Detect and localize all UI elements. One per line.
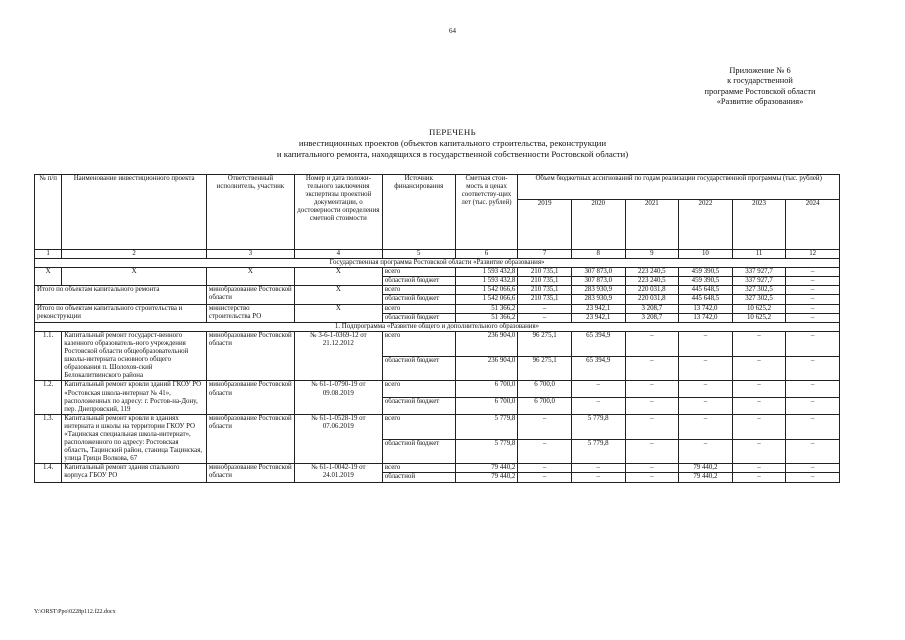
year-value: – bbox=[786, 313, 840, 322]
row-executor: минобразование Ростовской области bbox=[206, 331, 294, 381]
year-value: 445 648,5 bbox=[679, 295, 733, 304]
year-value: – bbox=[625, 398, 679, 415]
row-executor: Х bbox=[206, 268, 294, 286]
year-value: – bbox=[679, 414, 733, 439]
estimate-value: 6 700,0 bbox=[455, 398, 518, 415]
year-value: – bbox=[786, 295, 840, 304]
year-value: 13 742,0 bbox=[679, 313, 733, 322]
year-value: 445 648,5 bbox=[679, 286, 733, 295]
estimate-value: 1 593 432,8 bbox=[455, 268, 518, 277]
table-body bbox=[35, 250, 840, 483]
row-name: Итого по объектам капитального ремонта bbox=[35, 286, 207, 304]
year-value: 220 031,8 bbox=[625, 295, 679, 304]
estimate-value: 79 440,2 bbox=[455, 473, 518, 482]
header-year: 2020 bbox=[571, 200, 625, 250]
year-value: 223 240,5 bbox=[625, 268, 679, 277]
year-value: – bbox=[571, 381, 625, 398]
header-budget-group: Объем бюджетных ассигнований по годам реализации государственной программы (тыс. рублей) bbox=[518, 175, 840, 200]
year-value: 96 275,1 bbox=[518, 331, 572, 356]
year-value: 307 873,0 bbox=[571, 277, 625, 286]
year-value: – bbox=[732, 356, 786, 381]
funding-source: всего bbox=[382, 286, 455, 295]
funding-source: областной bbox=[382, 473, 455, 482]
year-value: 210 735,1 bbox=[518, 268, 572, 277]
header-source: Источник финансирования bbox=[382, 175, 455, 250]
year-value: 3 208,7 bbox=[625, 304, 679, 313]
year-value: 6 700,0 bbox=[518, 381, 572, 398]
row-conclusion: № 3-6-1-0369-12 от 21.12.2012 bbox=[294, 331, 382, 381]
column-number: 9 bbox=[625, 250, 679, 259]
row-executor: минобразование Ростовской области bbox=[206, 414, 294, 464]
row-name: Капитальный ремонт государст-венного казенного образователь-ного учреждения Ростовской области общеобразовательной школы-интерната основного общего образования п. Шолохов-ский Белокалитвинского района bbox=[62, 331, 207, 381]
year-value: – bbox=[732, 473, 786, 482]
year-value: 10 625,2 bbox=[732, 313, 786, 322]
header-year: 2022 bbox=[679, 200, 733, 250]
year-value: – bbox=[732, 381, 786, 398]
column-number: 11 bbox=[732, 250, 786, 259]
year-value: – bbox=[786, 331, 840, 356]
table-header bbox=[35, 175, 840, 250]
funding-source: всего bbox=[382, 464, 455, 473]
column-number: 2 bbox=[62, 250, 207, 259]
estimate-value: 1 542 066,6 bbox=[455, 295, 518, 304]
year-value: – bbox=[679, 356, 733, 381]
year-value: – bbox=[625, 331, 679, 356]
year-value: 327 302,5 bbox=[732, 295, 786, 304]
funding-source: всего bbox=[382, 381, 455, 398]
year-value: – bbox=[518, 439, 572, 464]
year-value: 65 394,9 bbox=[571, 331, 625, 356]
year-value: 65 394,9 bbox=[571, 356, 625, 381]
table-row bbox=[35, 331, 840, 356]
document-subtitle-line: и капитального ремонта, находящихся в государственной собственности Ростовской области) bbox=[276, 149, 629, 159]
row-name: Итого по объектам капитального строительства и реконструкции bbox=[35, 304, 207, 322]
row-conclusion: № 61-1-0528-19 от 07.06.2019 bbox=[294, 414, 382, 464]
column-number: 3 bbox=[206, 250, 294, 259]
year-value: – bbox=[732, 464, 786, 473]
estimate-value: 6 700,0 bbox=[455, 381, 518, 398]
funding-source: всего bbox=[382, 268, 455, 277]
year-value: – bbox=[786, 464, 840, 473]
table-row bbox=[35, 286, 840, 295]
year-value: – bbox=[679, 331, 733, 356]
table-row bbox=[35, 381, 840, 398]
footer-file-path: Y:\ORST\Ppo\0228p112.f22.docx bbox=[34, 609, 116, 615]
year-value: 10 625,2 bbox=[732, 304, 786, 313]
appendix-reference bbox=[640, 66, 880, 107]
year-value: – bbox=[732, 331, 786, 356]
column-number: 5 bbox=[382, 250, 455, 259]
funding-source: областной бюджет bbox=[382, 356, 455, 381]
year-value: – bbox=[786, 268, 840, 277]
year-value: – bbox=[679, 381, 733, 398]
year-value: – bbox=[625, 464, 679, 473]
year-value: – bbox=[518, 304, 572, 313]
year-value: 79 440,2 bbox=[679, 464, 733, 473]
header-year: 2023 bbox=[732, 200, 786, 250]
row-conclusion: Х bbox=[294, 268, 382, 286]
year-value: – bbox=[518, 414, 572, 439]
appendix-line: программе Ростовской области bbox=[704, 86, 816, 96]
column-number: 10 bbox=[679, 250, 733, 259]
year-value: – bbox=[571, 473, 625, 482]
header-year: 2019 bbox=[518, 200, 572, 250]
year-value: – bbox=[625, 439, 679, 464]
year-value: – bbox=[786, 473, 840, 482]
year-value: – bbox=[786, 277, 840, 286]
header-executor: Ответственный исполнитель, участник bbox=[206, 175, 294, 250]
row-number: 1.3. bbox=[35, 414, 62, 464]
program-header-row bbox=[35, 259, 840, 268]
year-value: – bbox=[786, 439, 840, 464]
year-value: 3 208,7 bbox=[625, 313, 679, 322]
year-value: 283 930,9 bbox=[571, 286, 625, 295]
row-conclusion: № 61-1-0790-19 от 09.08.2019 bbox=[294, 381, 382, 414]
column-number: 4 bbox=[294, 250, 382, 259]
header-num: № п/п bbox=[35, 175, 62, 250]
estimate-value: 5 779,8 bbox=[455, 414, 518, 439]
row-executor: минобразование Ростовской области bbox=[206, 381, 294, 414]
year-value: – bbox=[625, 473, 679, 482]
year-value: – bbox=[786, 356, 840, 381]
year-value: 283 930,9 bbox=[571, 295, 625, 304]
year-value: – bbox=[625, 381, 679, 398]
funding-source: областной бюджет bbox=[382, 295, 455, 304]
estimate-value: 236 904,0 bbox=[455, 356, 518, 381]
estimate-value: 1 593 432,8 bbox=[455, 277, 518, 286]
year-value: 210 735,1 bbox=[518, 286, 572, 295]
year-value: 327 302,5 bbox=[732, 286, 786, 295]
year-value: – bbox=[786, 381, 840, 398]
row-number: 1.4. bbox=[35, 464, 62, 482]
appendix-line: Приложение № 6 bbox=[729, 66, 791, 75]
row-name: Капитальный ремонт кровли в зданиях интерната и школы на территории ГКОУ РО «Тацинская специальная школа-интернат», расположенного по адресу: Ростовская область, Тацинский район, станица Тацинская, улица Грицн Волкова, 67 bbox=[62, 414, 207, 464]
year-value: 5 779,8 bbox=[571, 414, 625, 439]
subprogram-header-row bbox=[35, 322, 840, 331]
year-value: 223 240,5 bbox=[625, 277, 679, 286]
row-name: Х bbox=[62, 268, 207, 286]
table-row bbox=[35, 304, 840, 313]
row-conclusion: Х bbox=[294, 304, 382, 322]
funding-source: областной бюджет bbox=[382, 277, 455, 286]
page-number: 64 bbox=[449, 27, 456, 35]
row-executor: минобразование Ростовской области bbox=[206, 464, 294, 482]
year-value: – bbox=[571, 398, 625, 415]
year-value: 210 735,1 bbox=[518, 277, 572, 286]
year-value: 96 275,1 bbox=[518, 356, 572, 381]
investment-projects-table bbox=[34, 174, 840, 483]
document-heading bbox=[0, 127, 905, 160]
year-value: 6 700,0 bbox=[518, 398, 572, 415]
year-value: – bbox=[786, 304, 840, 313]
funding-source: всего bbox=[382, 304, 455, 313]
row-number: 1.2. bbox=[35, 381, 62, 414]
row-number: 1.1. bbox=[35, 331, 62, 381]
year-value: – bbox=[732, 414, 786, 439]
year-value: 337 927,7 bbox=[732, 268, 786, 277]
year-value: – bbox=[679, 398, 733, 415]
year-value: – bbox=[786, 398, 840, 415]
year-value: – bbox=[518, 473, 572, 482]
year-value: – bbox=[732, 439, 786, 464]
header-estimate: Сметная стои-мость в ценах соответству-щих лет (тыс. рублей) bbox=[455, 175, 518, 250]
estimate-value: 79 440,2 bbox=[455, 464, 518, 473]
year-value: 307 873,0 bbox=[571, 268, 625, 277]
column-number: 12 bbox=[786, 250, 840, 259]
appendix-line: «Развитие образования» bbox=[716, 96, 804, 106]
funding-source: областной бюджет bbox=[382, 398, 455, 415]
year-value: 23 942,1 bbox=[571, 313, 625, 322]
year-value: 337 927,7 bbox=[732, 277, 786, 286]
column-numbers-row bbox=[35, 250, 840, 259]
year-value: 459 390,5 bbox=[679, 277, 733, 286]
column-number: 8 bbox=[571, 250, 625, 259]
column-number: 7 bbox=[518, 250, 572, 259]
year-value: 23 942,1 bbox=[571, 304, 625, 313]
subprogram-header: 1. Подпрограмма «Развитие общего и дополнительного образования» bbox=[35, 322, 840, 331]
row-executor: минобразование Ростовской области bbox=[206, 286, 294, 304]
estimate-value: 51 366,2 bbox=[455, 304, 518, 313]
document-title: ПЕРЕЧЕНЬ bbox=[429, 127, 476, 137]
year-value: 220 031,8 bbox=[625, 286, 679, 295]
year-value: – bbox=[571, 464, 625, 473]
row-name: Капитальный ремонт кровли зданий ГКОУ РО «Ростовская школа-интернат № 41», расположенных по адресу: г. Ростов-на-Дону, пер. Днепровский, 119 bbox=[62, 381, 207, 414]
column-number: 1 bbox=[35, 250, 62, 259]
row-executor: министерство строительства РО bbox=[206, 304, 294, 322]
row-conclusion: Х bbox=[294, 286, 382, 304]
year-value: – bbox=[518, 464, 572, 473]
document-subtitle-line: инвестиционных проектов (объектов капитального строительства, реконструкции bbox=[298, 138, 607, 148]
appendix-line: к государственной bbox=[727, 76, 793, 86]
estimate-value: 1 542 066,6 bbox=[455, 286, 518, 295]
year-value: – bbox=[518, 313, 572, 322]
year-value: 5 779,8 bbox=[571, 439, 625, 464]
funding-source: всего bbox=[382, 414, 455, 439]
year-value: 79 440,2 bbox=[679, 473, 733, 482]
column-number: 6 bbox=[455, 250, 518, 259]
table-row bbox=[35, 464, 840, 473]
year-value: 459 390,5 bbox=[679, 268, 733, 277]
year-value: – bbox=[732, 398, 786, 415]
year-value: – bbox=[786, 286, 840, 295]
year-value: 13 742,0 bbox=[679, 304, 733, 313]
funding-source: областной бюджет bbox=[382, 313, 455, 322]
header-name: Наименование инвестиционного проекта bbox=[62, 175, 207, 250]
year-value: – bbox=[625, 356, 679, 381]
table-row bbox=[35, 268, 840, 277]
row-name: Капитальный ремонт здания спального корпуса ГБОУ РО bbox=[62, 464, 207, 482]
estimate-value: 5 779,8 bbox=[455, 439, 518, 464]
estimate-value: 51 366,2 bbox=[455, 313, 518, 322]
funding-source: всего bbox=[382, 331, 455, 356]
year-value: – bbox=[625, 414, 679, 439]
year-value: – bbox=[786, 414, 840, 439]
year-value: – bbox=[679, 439, 733, 464]
header-year: 2024 bbox=[786, 200, 840, 250]
program-header: Государственная программа Ростовской области «Развитие образования» bbox=[35, 259, 840, 268]
funding-source: областной бюджет bbox=[382, 439, 455, 464]
row-conclusion: № 61-1-0042-19 от 24.01.2019 bbox=[294, 464, 382, 482]
table-row bbox=[35, 414, 840, 439]
year-value: 210 735,1 bbox=[518, 295, 572, 304]
header-year: 2021 bbox=[625, 200, 679, 250]
estimate-value: 236 904,0 bbox=[455, 331, 518, 356]
row-number: Х bbox=[35, 268, 62, 286]
header-conclusion: Номер и дата положи-тельного заключения экспертизы проектной документации, о достоверности определения сметной стоимости bbox=[294, 175, 382, 250]
